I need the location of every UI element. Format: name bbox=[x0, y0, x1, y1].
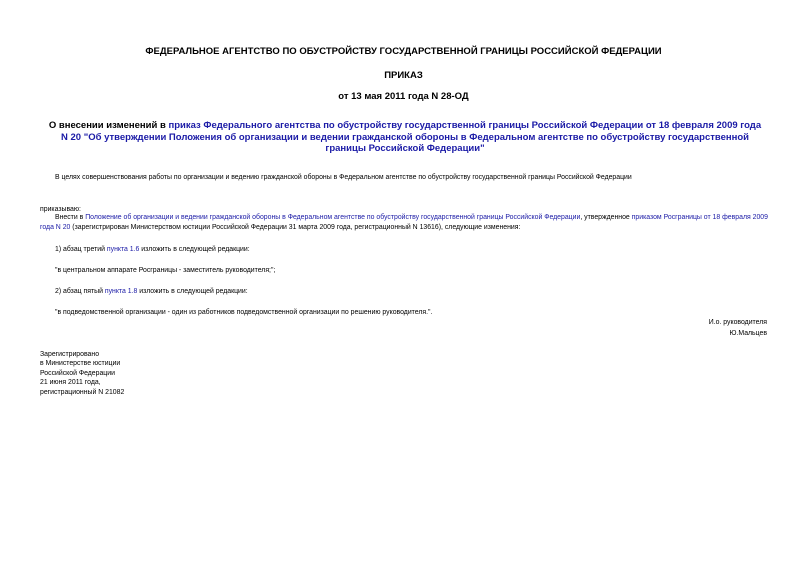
title-prefix: О внесении изменений в bbox=[48, 120, 169, 131]
amendment-paragraph bbox=[40, 213, 768, 232]
point-1-8-link[interactable]: пункта 1.8 bbox=[104, 288, 138, 295]
amend-text-1: Внести в bbox=[55, 214, 86, 221]
point-1-6-link[interactable]: пункта 1.6 bbox=[106, 246, 140, 253]
item-2-text-2: изложить в следующей редакции: bbox=[137, 288, 248, 295]
quote-2-paragraph: "в подведомственной организации - один из работников подведомственной организации по решению руководителя.". bbox=[55, 309, 433, 316]
registration-line: 21 июня 2011 года, bbox=[40, 379, 101, 387]
amend-text-2: , утвержденное bbox=[580, 214, 632, 221]
preamble-paragraph: В целях совершенствования работы по организации и ведению гражданской обороны в Федеральном агентстве по обустройству государственной границы Российской Федерации bbox=[55, 174, 632, 181]
order-link[interactable]: приказом Росграницы от 18 февраля 2009 года N 20 bbox=[40, 214, 768, 231]
order-word: приказываю: bbox=[40, 206, 81, 213]
agency-heading: ФЕДЕРАЛЬНОЕ АГЕНТСТВО ПО ОБУСТРОЙСТВУ ГОСУДАРСТВЕННОЙ ГРАНИЦЫ РОССИЙСКОЙ ФЕДЕРАЦИИ bbox=[145, 46, 662, 57]
registration-line: Российской Федерации bbox=[40, 369, 115, 377]
item-1-paragraph bbox=[55, 245, 250, 255]
title-order-link[interactable]: приказ Федерального агентства по обустройству государственной границы Российской Федерации от 18 февраля 2009 года N 20 "Об утверждении Положения об организации и ведении гражданской обороны в Федеральном агентстве по обустройству государственной границы Российской Федерации" bbox=[60, 120, 762, 154]
document-type-heading: ПРИКАЗ bbox=[384, 70, 423, 81]
document-title bbox=[45, 120, 765, 155]
item-2-text-1: 2) абзац пятый bbox=[55, 288, 105, 295]
amend-text-3: (зарегистрирован Министерством юстиции Российской Федерации 31 марта 2009 года, регистрационный N 13616), следующие изменения: bbox=[70, 223, 521, 231]
signature-role: И.о. руководителя bbox=[708, 319, 767, 326]
registration-line: в Министерстве юстиции bbox=[40, 360, 121, 368]
document-date-number: от 13 мая 2011 года N 28-ОД bbox=[338, 91, 469, 102]
regulation-link[interactable]: Положение об организации и ведении гражданской обороны в Федеральном агентстве по обустройству государственной границы Российской Федерации bbox=[85, 214, 581, 221]
registration-line: Зарегистрировано bbox=[40, 351, 100, 358]
item-2-paragraph bbox=[55, 287, 248, 297]
registration-line: регистрационный N 21082 bbox=[40, 388, 125, 396]
quote-1-paragraph: "в центральном аппарате Росграницы - заместитель руководителя;"; bbox=[55, 267, 276, 274]
item-1-text-2: изложить в следующей редакции: bbox=[139, 246, 250, 253]
item-1-text-1: 1) абзац третий bbox=[55, 246, 107, 253]
signature-name: Ю.Мальцев bbox=[729, 330, 767, 337]
registration-block bbox=[40, 350, 124, 397]
